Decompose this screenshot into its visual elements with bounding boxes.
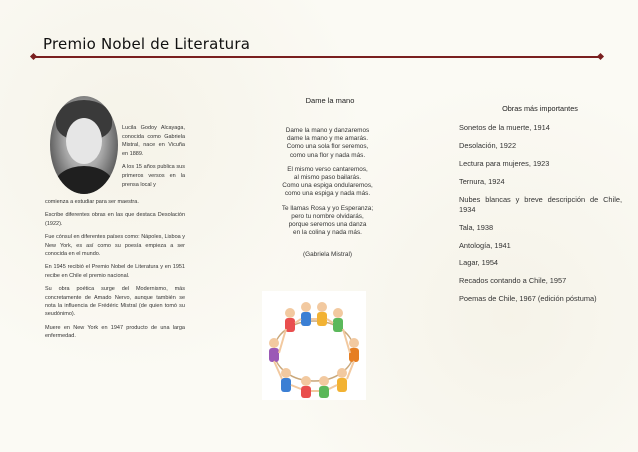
works-title: Obras más importantes — [502, 104, 578, 113]
bio-paragraph: Muere en New York en 1947 producto de una larga enfermedad. — [45, 324, 185, 340]
poem-line: como una espiga y nada más. — [284, 190, 371, 198]
poem-line: Te llamas Rosa y yo Esperanza; — [281, 204, 374, 212]
bio-paragraph: Escribe diferentes obras en las que destaca Desolación (1922). — [45, 212, 185, 227]
poem-line: Dame la mano y danzaremos — [285, 127, 370, 134]
bio-paragraph: A los 15 años publica sus primeros versos en la prensa local y — [122, 164, 185, 188]
works-list — [459, 123, 622, 312]
poem-line: como una flor y nada más. — [289, 151, 366, 159]
work-item: Poemas de Chile, 1967 (edición póstuma) — [459, 294, 597, 304]
poem-line: pero tu nombre olvidarás, — [291, 212, 364, 220]
children-circle-drawing — [262, 291, 366, 400]
poem-title: Dame la mano — [305, 96, 355, 105]
poem-line: Como una sola flor seremos, — [286, 143, 369, 151]
bio-paragraph: En 1945 recibió el Premio Nobel de Literatura y en 1951 recibe en Chile el premio nacional. — [45, 264, 185, 279]
poem-stanza — [265, 166, 390, 199]
poem-line: dame la mano y me amarás. — [287, 135, 368, 143]
work-item: Lectura para mujeres, 1923 — [459, 158, 550, 168]
page-title: Premio Nobel de Literatura — [43, 35, 251, 53]
poem-body — [265, 127, 390, 260]
work-item: Tala, 1938 — [459, 222, 494, 232]
work-item: Ternura, 1924 — [459, 176, 505, 186]
poem-author: (Gabriela Mistral) — [302, 251, 352, 259]
work-item: Sonetos de la muerte, 1914 — [459, 123, 550, 132]
bio-paragraph: Su obra poética surge del Modernismo, más concretamente de Amado Nervo, aunque también se nota la influencia de Frédéric Mistral (de quien tomó su seudónimo). — [45, 286, 185, 318]
poem-stanza — [265, 127, 390, 160]
bio-paragraph: Fue cónsul en diferentes países como: Nápoles, Lisboa y New York, es así como su poesía empieza a ser conocida en el mundo. — [45, 234, 185, 258]
poem-line: al mismo paso bailarás. — [293, 174, 362, 182]
poem-stanza — [265, 205, 390, 238]
work-item: Nubes blancas y breve descripción de Chile, — [459, 194, 622, 204]
poem-line: Como una espiga ondularemos, — [282, 182, 373, 190]
children-dancing-illustration — [262, 291, 366, 400]
bio-body — [45, 198, 185, 346]
header-divider — [34, 56, 600, 58]
bio-intro — [122, 124, 185, 194]
poem-line: El mismo verso cantaremos, — [287, 165, 368, 173]
bio-paragraph: comienza a estudiar para ser maestra. — [45, 199, 139, 205]
work-item: Desolación, 1922 — [459, 140, 517, 150]
work-item: Recados contando a Chile, 1957 — [459, 276, 567, 286]
work-item: Lagar, 1954 — [459, 258, 499, 268]
poem-line: en la colina y nada más. — [293, 229, 362, 237]
work-item: Antología, 1941 — [459, 240, 511, 250]
work-item: 1934 — [459, 204, 476, 214]
bio-paragraph: Lucila Godoy Alcayaga, conocida como Gabriela Mistral, nace en Vicuña en 1889. — [122, 125, 185, 157]
portrait-face — [66, 118, 102, 164]
poem-line: porque seremos una danza — [288, 221, 367, 229]
portrait-body — [54, 166, 114, 194]
portrait-photo — [50, 96, 118, 194]
